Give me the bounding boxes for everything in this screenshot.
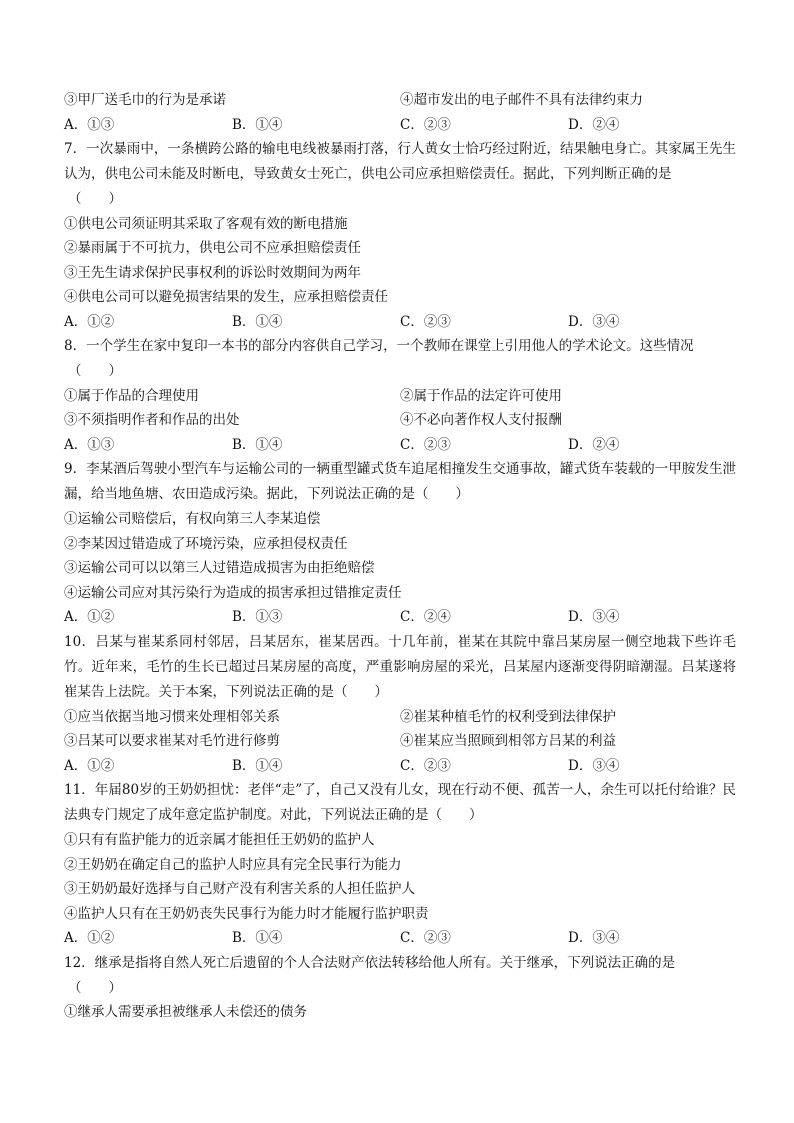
statement: ③王奶奶最好选择与自己财产没有利害关系的人担任监护人 — [64, 881, 415, 897]
option-b[interactable]: B．①④ — [232, 930, 283, 946]
option-c[interactable]: C．②④ — [400, 609, 451, 625]
option-a[interactable]: A．①② — [64, 609, 115, 625]
answer-options — [64, 433, 736, 458]
statement: ③运输公司可以以第三人过错造成损害为由拒绝赔偿 — [64, 560, 375, 576]
option-d[interactable]: D．②④ — [568, 436, 620, 453]
option-c[interactable]: C．②③ — [400, 757, 451, 774]
option-b[interactable]: B．①④ — [232, 757, 283, 774]
statement: ②暴雨属于不可抗力，供电公司不应承担赔偿责任 — [64, 240, 361, 256]
statement: ②王奶奶在确定自己的监护人时应具有完全民事行为能力 — [64, 856, 402, 873]
option-c[interactable]: C．②③ — [400, 313, 451, 330]
option-a[interactable]: A．①③ — [64, 116, 115, 133]
statement-row — [64, 384, 736, 409]
question-10-text: 10．吕某与崔某系同村邻居，吕某居东，崔某居西。十几年前，崔某在其院中靠吕某房屋一侧空地栽下些许毛竹。近年来，毛竹的生长已超过吕某房屋的高度，严重影响房屋的采光，吕某屋内逐渐变得阴暗潮湿。吕某遂将崔某告上法院。关于本案，下列说法正确的是（ ） — [64, 633, 736, 700]
question-11-text: 11．年届80岁的王奶奶担忧：老伴“走”了，自己又没有儿女，现在行动不便、孤苦一人，余生可以托付给谁？民法典专门规定了成年意定监护制度。对此，下列说法正确的是（ ） — [64, 782, 736, 823]
question-12-text: 12．继承是指将自然人死亡后遗留的个人合法财产依法转移给他人所有。关于继承，下列说法正确的是 — [64, 954, 676, 971]
answer-options — [64, 926, 736, 951]
statement: ③王先生请求保护民事权利的诉讼时效期间为两年 — [64, 264, 361, 281]
answer-options — [64, 754, 736, 779]
option-a[interactable]: A．①② — [64, 313, 115, 330]
statement: ②属于作品的法定许可使用 — [400, 387, 562, 404]
option-d[interactable]: D．②④ — [568, 116, 620, 133]
statement-row — [64, 408, 736, 433]
answer-blank: （ ） — [68, 979, 122, 996]
answer-blank: （ ） — [68, 363, 122, 379]
statement-row — [64, 705, 736, 730]
statement: ①供电公司须证明其采取了客观有效的断电措施 — [64, 215, 348, 232]
statement-row — [64, 729, 736, 754]
option-b[interactable]: B．①③ — [232, 609, 283, 625]
option-d[interactable]: D．③④ — [568, 930, 620, 946]
option-a[interactable]: A．①③ — [64, 436, 115, 453]
statement: ①只有有监护能力的近亲属才能担任王奶奶的监护人 — [64, 832, 375, 848]
option-c[interactable]: C．②③ — [400, 930, 451, 946]
option-b[interactable]: B．①④ — [232, 313, 283, 330]
option-d[interactable]: D．③④ — [568, 757, 620, 774]
statement: ①继承人需要承担被继承人未偿还的债务 — [64, 1004, 307, 1020]
option-d[interactable]: D．③④ — [568, 313, 620, 330]
question-7-text: 7．一次暴雨中，一条横跨公路的输电电线被暴雨打落，行人黄女士恰巧经过附近，结果触电身亡。其家属王先生认为，供电公司未能及时断电，导致黄女士死亡，供电公司应承担赔偿责任。据此，下列判断正确的是 — [64, 141, 736, 182]
statement: ①应当依据当地习惯来处理相邻关系 — [64, 708, 280, 725]
statement: ③甲厂送毛巾的行为是承诺 — [64, 92, 226, 108]
question-9-text: 9．李某酒后驾驶小型汽车与运输公司的一辆重型罐式货车追尾相撞发生交通事故，罐式货车装载的一甲胺发生泄漏，给当地鱼塘、农田造成污染。据此，下列说法正确的是（ ） — [64, 461, 736, 502]
statement: ④崔某应当照顾到相邻方吕某的利益 — [400, 733, 616, 749]
statement: ④供电公司可以避免损害结果的发生，应承担赔偿责任 — [64, 289, 388, 305]
option-c[interactable]: C．②③ — [400, 436, 451, 453]
statement: ④运输公司应对其污染行为造成的损害承担过错推定责任 — [64, 584, 402, 601]
statement: ③不须指明作者和作品的出处 — [64, 412, 240, 428]
statement: ②李某因过错造成了环境污染，应承担侵权责任 — [64, 535, 348, 552]
answer-options — [64, 605, 736, 630]
statement-row — [64, 88, 736, 113]
answer-blank: （ ） — [68, 191, 122, 207]
exam-content — [64, 88, 736, 1025]
option-a[interactable]: A．①② — [64, 757, 115, 774]
option-c[interactable]: C．②③ — [400, 116, 451, 133]
statement: ④不必向著作权人支付报酬 — [400, 412, 562, 428]
option-b[interactable]: B．①④ — [232, 436, 283, 453]
option-d[interactable]: D．③④ — [568, 609, 620, 625]
statement: ③吕某可以要求崔某对毛竹进行修剪 — [64, 733, 280, 749]
answer-options — [64, 310, 736, 335]
statement: ④监护人只有在王奶奶丧失民事行为能力时才能履行监护职责 — [64, 905, 429, 922]
statement: ②崔某种植毛竹的权利受到法律保护 — [400, 708, 616, 725]
option-a[interactable]: A．①② — [64, 930, 115, 946]
statement: ④超市发出的电子邮件不具有法律约束力 — [400, 92, 643, 108]
statement: ①属于作品的合理使用 — [64, 387, 199, 404]
question-8-text: 8．一个学生在家中复印一本书的部分内容供自己学习，一个教师在课堂上引用他人的学术论文。这些情况 — [64, 338, 694, 354]
option-b[interactable]: B．①④ — [232, 116, 283, 133]
answer-options — [64, 113, 736, 138]
statement: ①运输公司赔偿后，有权向第三人李某追偿 — [64, 511, 321, 527]
